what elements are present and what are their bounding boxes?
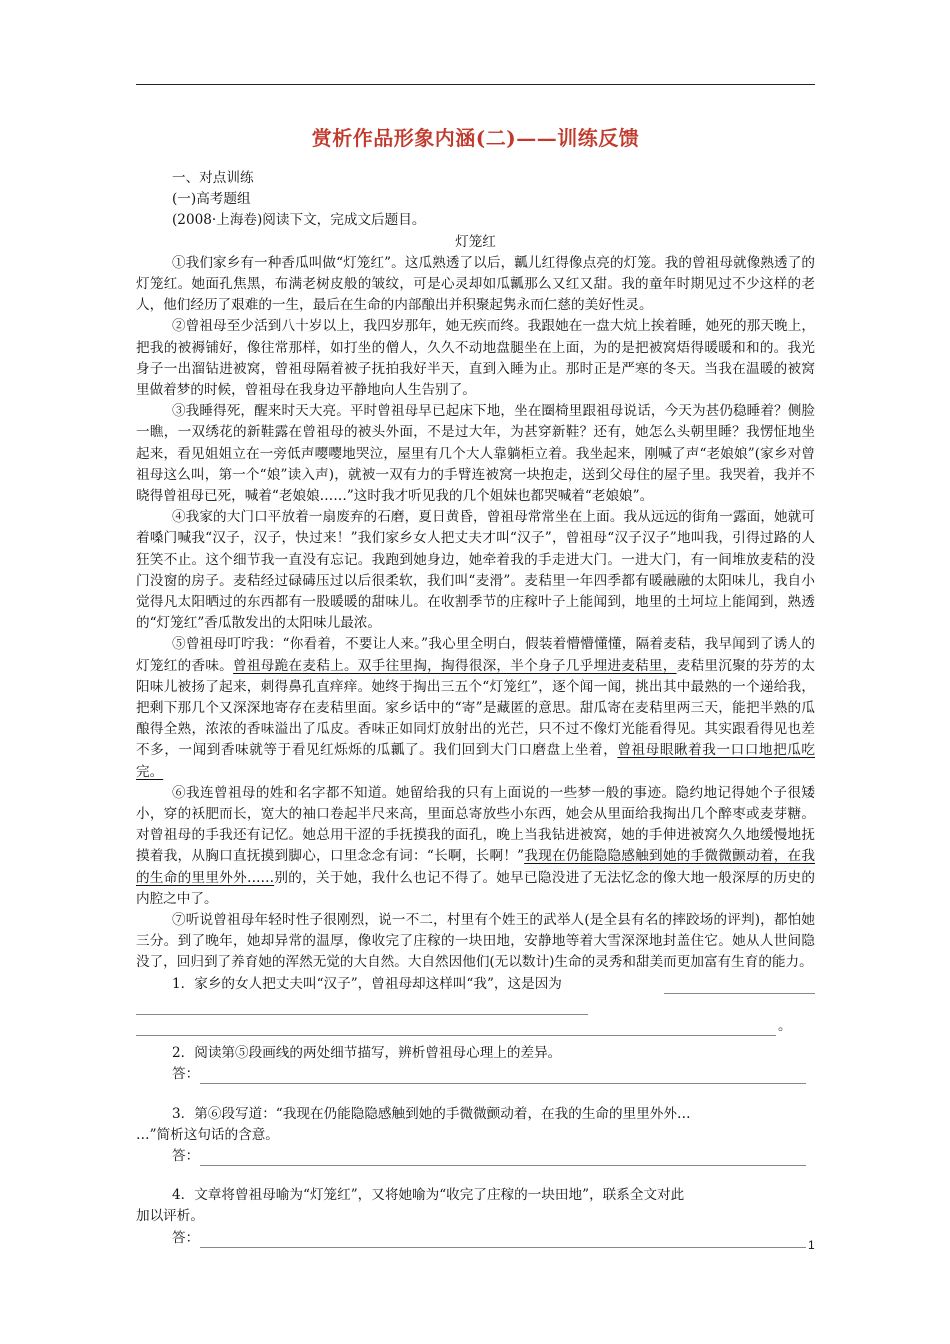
question-3-line-2: …”简析这句话的含意。 [136,1126,279,1143]
paragraph-2: ②曾祖母至少活到八十岁以上，我四岁那年，她无疾而终。我跟她在一盘大炕上挨着睡，她死的那天晚上，把我的被褥铺好，像往常那样，如打坐的僧人，久久不动地盘腿坐在上面，为的是把被窝焐得暖暖和和的。我光身子一出溜钻进被窝，曾祖母隔着被子抚拍我好半天，直到入睡为止。那时正是严寒的冬天。当我在温暖的被窝里做着梦的时候，曾祖母在我身边平静地向人生告别了。 [136,318,815,398]
question-1-end: 。 [778,1018,792,1035]
answer-label: 答： [172,1147,200,1164]
paragraph-5 [136,634,815,782]
page-title: 赏析作品形象内涵(二)——训练反馈 [311,126,640,150]
question-3-line-1: 3．第⑥段写道：“我现在仍能隐隐感触到她的手微微颤动着，在我的生命的里里外外… [172,1105,691,1122]
paragraph-1: ①我们家乡有一种香瓜叫做“灯笼红”。这瓜熟透了以后，瓤儿红得像点亮的灯笼。我的曾祖母就像熟透了的灯笼红。她面孔焦黑，布满老树皮般的皱纹，可是心灵却如瓜瓤那么又红又甜。我的童年时期见过不少这样的老人，他们经历了艰难的一生，最后在生命的内部酿出并积聚起隽永而仁慈的美好性灵。 [136,254,815,314]
paragraph-5-text-a: ⑤曾祖母叮咛我：“你看着，不要让人来。”我心里全明白，假装着懵懵懂懂，隔着麦秸，我早闻到了诱人的灯笼红的香味。 [136,636,815,674]
paragraph-6-text-c: 别的，关于她，我什么也记不得了。她早已隐没进了无法忆念的像大地一般深厚的历史的内腔之中了。 [136,869,816,907]
paragraph-7: ⑦听说曾祖母年轻时性子很刚烈，说一不二，村里有个姓王的武举人(是全县有名的摔跤场的评判)，都怕她三分。到了晚年，她却异常的温厚，像收完了庄稼的一块田地，安静地等着大雪深深地封盖住它。她从人世间隐没了，回归到了养育她的浑然无觉的大自然。大自然因他们(无以数计)生命的灵秀和甜美而更加富有生育的能力。 [136,912,815,971]
answer-line-row [136,995,815,1016]
question-2-answer [136,1064,815,1085]
answer-label: 答： [172,1229,200,1246]
article-title: 灯笼红 [455,233,496,250]
underlined-detail-1: 曾祖母跪在麦秸上。双手往里掏，掏得很深，半个身子几乎埋进麦秸里， [233,657,677,674]
question-2-text: 2．阅读第⑤段画线的两处细节描写，辨析曾祖母心理上的差异。 [172,1045,562,1062]
underlined-detail-2: 曾祖母眼瞅着我一口口地把瓜吃完。 [136,742,816,780]
answer-label: 答： [172,1066,200,1083]
section-heading: 一、对点训练 [172,170,254,186]
underlined-sentence: 我现在仍能隐隐感触到她的手微微颤动着，在我的生命的里里外外…… [136,848,815,886]
answer-line[interactable] [136,1035,776,1036]
answer-line-row [136,1016,815,1037]
paragraph-6 [136,783,815,910]
paragraph-5-text-c: 麦秸里沉聚的芬芳的太阳味儿被扬了起来，刺得鼻孔直痒痒。她终于掏出三五个“灯笼红”，逐个闻一闻，挑出其中最熟的一个递给我，把剩下那几个又深深地寄存在麦秸里面。家乡话中的“寄”是藏匿的意思。甜瓜寄在麦秸里两三天，能把半熟的瓜酿得全熟，浓浓的香味溢出了瓜皮。香味正如同灯放射出的光芒，只不过不像灯光能看得见。其实跟看得见也差不多，一闻到香味就等于看见红烁烁的瓜瓤了。我们回到大门口磨盘上坐着， [136,657,816,759]
answer-line[interactable] [136,1014,588,1015]
question-1 [136,974,815,995]
paragraph-4: ④我家的大门口平放着一扇废弃的石磨，夏日黄昏，曾祖母常常坐在上面。我从远远的街角一露面，她就可着嗓门喊我“汉子，汉子，快过来！”我们家乡女人把丈夫才叫“汉子”，曾祖母“汉子汉子”地叫我，引得过路的人狂笑不止。这个细节我一直没有忘记。我跑到她身边，她牵着我的手走进大门。一进大门，有一间堆放麦秸的没门没窗的房子。麦秸经过碌碡压过以后很柔软，我们叫“麦滑”。麦秸里一年四季都有暖融融的太阳味儿，我自小觉得凡太阳晒过的东西都有一股暖暖的甜味儿。在收割季节的庄稼叶子上能闻到，地里的土坷垃上能闻到，熟透的“灯笼红”香瓜散发出的太阳味儿最浓。 [136,509,815,632]
answer-line[interactable] [200,1247,806,1248]
document-body [136,168,815,1249]
question-4-answer [136,1228,815,1249]
sub-heading: (一)高考题组 [172,191,251,208]
intro-line: (2008·上海卷)阅读下文，完成文后题目。 [172,212,426,229]
paragraph-3: ③我睡得死，醒来时天大亮。平时曾祖母早已起床下地，坐在圈椅里跟祖母说话，今天为甚仍稳睡着？侧脸一瞧，一双绣花的新鞋露在曾祖母的被头外面，不是过大年，为甚穿新鞋？还有，她怎么头朝里睡？我愣怔地坐起来，看见姐姐立在一旁低声嘤嘤地哭泣，屋里有几个大人靠躺柜立着。我坐起来，刚喊了声“老娘娘”(家乡对曾祖母这么叫，第一个“娘”读入声)，就被一双有力的手臂连被窝一块抱走，送到父母住的屋子里。我哭着，我并不晓得曾祖母已死，喊着“老娘娘……”这时我才听见我的几个姐妹也都哭喊着“老娘娘”。 [136,403,815,504]
question-3-answer [136,1146,815,1167]
answer-line[interactable] [200,1083,806,1084]
question-4-line-1: 4．文章将曾祖母喻为“灯笼红”，又将她喻为“收完了庄稼的一块田地”，联系全文对此 [172,1187,685,1204]
answer-line[interactable] [200,1165,806,1166]
question-1-text: 1．家乡的女人把丈夫叫“汉子”，曾祖母却这样叫“我”，这是因为 [172,975,562,992]
paragraph-6-text-a: ⑥我连曾祖母的姓和名字都不知道。她留给我的只有上面说的一些梦一般的事迹。隐约地记得她个子很矮小，穿的袄肥而长，宽大的袖口卷起半尺来高，里面总寄放些小东西，她会从里面给我掏出几个醉枣或麦芽糖。对曾祖母的手我还有记忆。她总用干涩的手抚摸我的面孔，晚上当我钻进被窝，她的手伸进被窝久久地缓慢地抚摸着我，从胸口直抚摸到脚心，口里念念有词：“长啊，长啊！” [136,784,815,865]
answer-line[interactable] [664,993,815,994]
header-rule [136,84,815,85]
question-4-line-2: 加以评析。 [136,1208,204,1225]
page-number: 1 [808,1238,815,1252]
